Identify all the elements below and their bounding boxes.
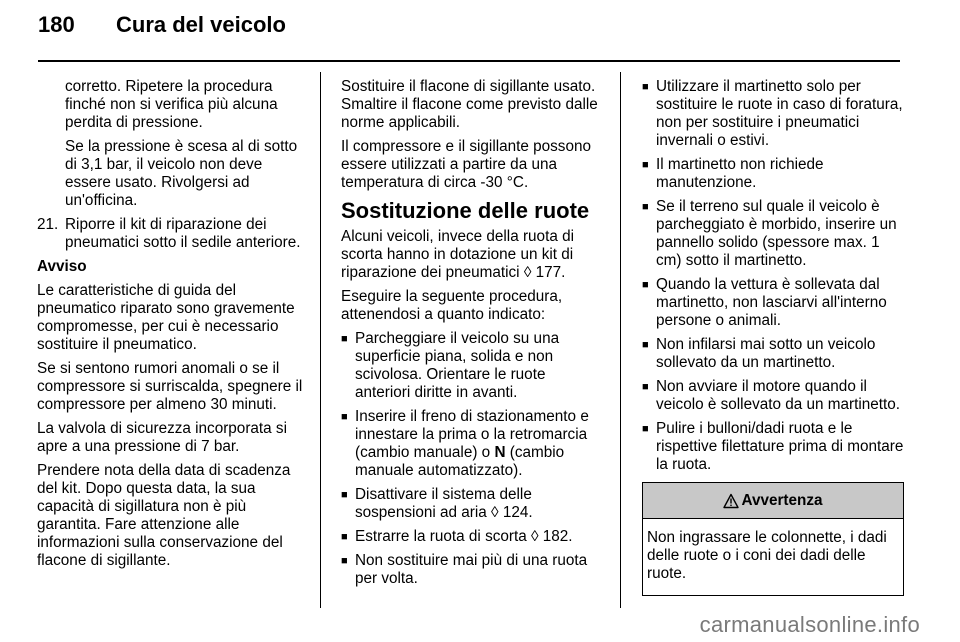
- list-item: [642, 420, 904, 474]
- list-item-text: Inserire il freno di stazionamento e innestare la prima o la retromarcia (cambio manuale) o N (cambio manuale automatizzato).: [355, 408, 589, 479]
- noise-paragraph: Se si sentono rumori anomali o se il compressore si surriscalda, spegnere il compressore per almeno 30 minuti.: [37, 360, 303, 413]
- page-number: 180: [38, 12, 75, 37]
- list-item-text: Quando la vettura è sollevata dal martinetto, non lasciarvi all'interno persone o animali.: [656, 276, 887, 329]
- page-header: [38, 12, 286, 52]
- bullet-icon: ■: [642, 423, 649, 435]
- list-item: [642, 78, 904, 150]
- procedure-paragraph: Eseguire la seguente procedura, attenendosi a quanto indicato:: [341, 288, 563, 323]
- column-divider-1: [320, 72, 321, 608]
- step-21: [37, 216, 305, 252]
- jack-list: [642, 78, 904, 474]
- list-item: [341, 330, 603, 402]
- expiry-paragraph: Prendere nota della data di scadenza del kit. Dopo questa data, la sua capacità di sigillatura non è più garantita. Fare attenzione alle informazioni sulla conservazione del flacone di sigillante.: [37, 462, 291, 569]
- watermark: carmanualsonline.info: [699, 612, 920, 637]
- bullet-icon: ■: [341, 555, 348, 567]
- column-2: [341, 78, 603, 594]
- list-item: [642, 198, 904, 270]
- bullet-icon: ■: [642, 339, 649, 351]
- bullet-icon: ■: [341, 531, 348, 543]
- list-item: [341, 486, 603, 522]
- section-heading: Sostituzione delle ruote: [341, 198, 590, 223]
- notice-text: Le caratteristiche di guida del pneumatico riparato sono gravemente compromesse, per cui è necessario sostituire il pneumatico.: [37, 282, 295, 353]
- warning-text: Non ingrassare le colonnette, i dadi delle ruote o i coni dei dadi delle ruote.: [647, 529, 887, 582]
- procedure-list: [341, 330, 603, 588]
- temperature-paragraph: Il compressore e il sigillante possono essere utilizzati a partire da una temperatura di circa -30 °C.: [341, 138, 591, 191]
- column-3: [642, 78, 904, 596]
- list-item-text: Parcheggiare il veicolo su una superficie piana, solida e non scivolosa. Orientare le ruote anteriori diritte in avanti.: [355, 330, 560, 401]
- bullet-icon: ■: [642, 201, 649, 213]
- column-1: [37, 78, 305, 576]
- bottle-paragraph: Sostituire il flacone di sigillante usato. Smaltire il flacone come previsto dalle norme applicabili.: [341, 78, 598, 131]
- list-item-text: Pulire i bulloni/dadi ruota e le rispettive filettature prima di montare la ruota.: [656, 420, 904, 473]
- notice-title: Avviso: [37, 258, 87, 275]
- list-item: [642, 156, 904, 192]
- list-item-text: Utilizzare il martinetto solo per sostituire le ruote in caso di foratura, non per sostituire i pneumatici invernali o estivi.: [656, 78, 903, 149]
- bullet-icon: ■: [642, 159, 649, 171]
- list-item-text: Estrarre la ruota di scorta ◊ 182.: [355, 528, 573, 545]
- header-rule: [38, 60, 900, 62]
- step-text: Riporre il kit di riparazione dei pneumatici sotto il sedile anteriore.: [65, 216, 301, 251]
- list-item: [642, 276, 904, 330]
- bullet-icon: ■: [341, 333, 348, 345]
- list-item: [341, 528, 603, 546]
- intro-paragraph: Alcuni veicoli, invece della ruota di scorta hanno in dotazione un kit di riparazione dei pneumatici ◊ 177.: [341, 228, 574, 281]
- list-item-text: Non sostituire mai più di una ruota per volta.: [355, 552, 588, 587]
- bullet-icon: ■: [642, 81, 649, 93]
- list-item: [642, 336, 904, 372]
- list-item: [642, 378, 904, 414]
- list-item-text: Il martinetto non richiede manutenzione.: [656, 156, 824, 191]
- warning-box: [642, 482, 904, 596]
- list-item: [341, 552, 603, 588]
- pressure-paragraph: Se la pressione è scesa al di sotto di 3,1 bar, il veicolo non deve essere usato. Rivolgersi ad un'officina.: [65, 138, 298, 209]
- bullet-icon: ■: [642, 279, 649, 291]
- bullet-icon: ■: [341, 489, 348, 501]
- list-item-text: Se il terreno sul quale il veicolo è parcheggiato è morbido, inserire un pannello solido (spessore max. 1 cm) sotto il martinetto.: [656, 198, 897, 269]
- list-item-text: Non infilarsi mai sotto un veicolo sollevato da un martinetto.: [656, 336, 876, 371]
- warning-header: [643, 483, 903, 519]
- warning-triangle-icon: [723, 493, 739, 509]
- chapter-title: Cura del veicolo: [116, 12, 286, 37]
- list-item: [341, 408, 603, 480]
- column-divider-2: [620, 72, 621, 608]
- warning-title: Avvertenza: [741, 492, 823, 509]
- bullet-icon: ■: [341, 411, 348, 423]
- valve-paragraph: La valvola di sicurezza incorporata si apre a una pressione di 7 bar.: [37, 420, 287, 455]
- step-number: 21.: [37, 216, 59, 233]
- bullet-icon: ■: [642, 381, 649, 393]
- list-item-text: Non avviare il motore quando il veicolo è sollevato da un martinetto.: [656, 378, 901, 413]
- list-item-text: Disattivare il sistema delle sospensioni ad aria ◊ 124.: [355, 486, 533, 521]
- continued-paragraph: corretto. Ripetere la procedura finché non si verifica più alcuna perdita di pressione.: [65, 78, 278, 131]
